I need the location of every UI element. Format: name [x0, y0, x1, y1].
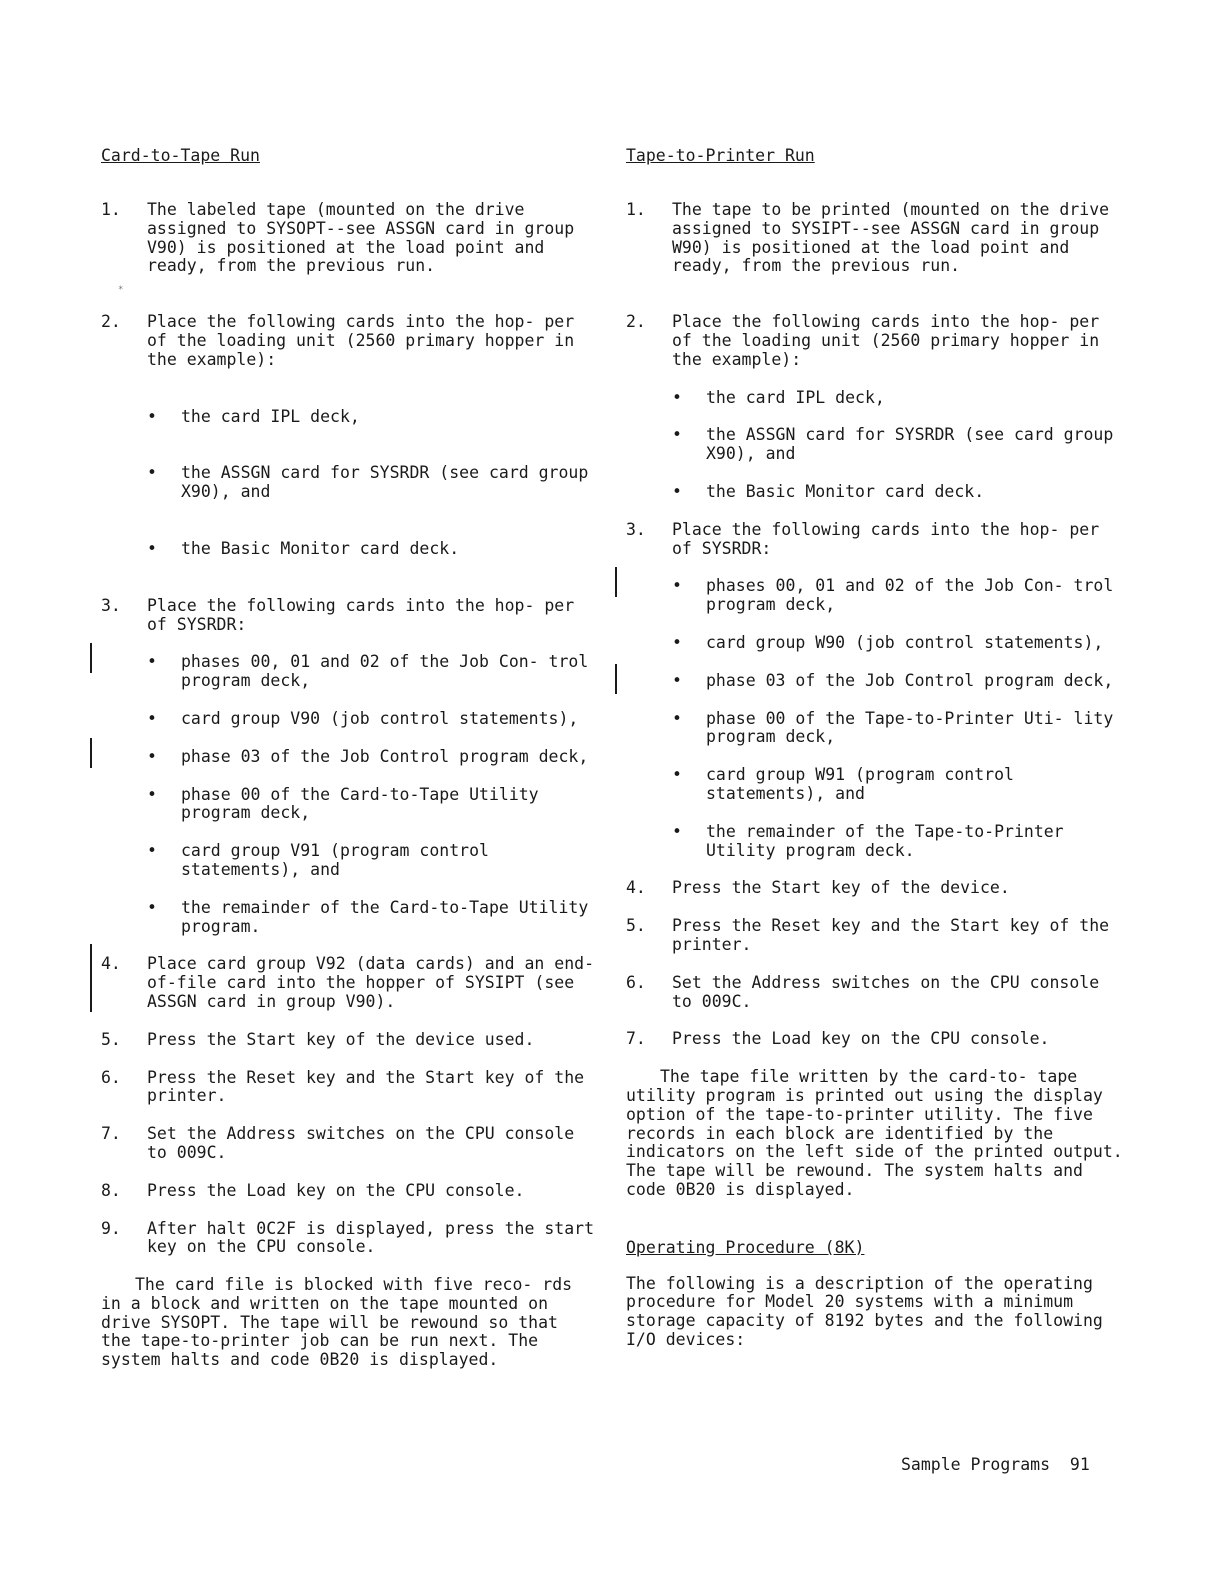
list-item: • phases 00, 01 and 02 of the Job Con- trol program deck,	[147, 653, 597, 691]
list-item: • the card IPL deck,	[147, 406, 360, 426]
list-item: • card group W91 (program control statements), and	[672, 765, 1014, 803]
bullet-icon: •	[672, 576, 682, 596]
list-item: • the card IPL deck,	[672, 387, 885, 407]
bullet-icon: •	[147, 406, 157, 426]
step-text: Place the following cards into the hop- per of SYSRDR:	[147, 595, 575, 634]
bullet-icon: •	[147, 652, 157, 672]
step-number: 6.	[626, 972, 646, 992]
bullet-icon: •	[672, 425, 682, 445]
left-step-3	[101, 597, 597, 635]
bullet-icon: •	[147, 708, 157, 728]
step-number: 5.	[101, 1029, 121, 1049]
bullet-icon: •	[672, 387, 682, 407]
bullet-icon: •	[147, 463, 157, 483]
step-number: 6.	[101, 1067, 121, 1087]
step-text: Press the Reset key and the Start key of the printer.	[672, 916, 1110, 954]
step-number: 9.	[101, 1218, 121, 1238]
page-number: 91	[1069, 1455, 1090, 1474]
right-column	[626, 146, 1124, 1350]
bullet-icon: •	[672, 708, 682, 728]
step-number: 4.	[626, 878, 646, 898]
step-number: 3.	[101, 595, 121, 615]
left-step-2-bullets	[101, 408, 597, 559]
bullet-icon: •	[672, 481, 682, 501]
left-heading: Card-to-Tape Run	[101, 146, 260, 165]
step-text: Place card group V92 (data cards) and an end-of-file card into the hopper of SYSIPT (see ASSGN card in group V90).	[147, 954, 595, 1011]
right-step-6	[626, 974, 1124, 1012]
list-item: • phase 03 of the Job Control program deck,	[147, 748, 597, 767]
bullet-icon: •	[147, 784, 157, 804]
step-text: Set the Address switches on the CPU console to 009C.	[147, 1124, 575, 1162]
bullet-icon: •	[147, 897, 157, 917]
step-number: 2.	[101, 312, 121, 332]
step-number: 2.	[626, 312, 646, 332]
right-step-4	[626, 879, 1124, 898]
list-item: • phases 00, 01 and 02 of the Job Con- trol program deck,	[672, 577, 1124, 615]
right-heading: Tape-to-Printer Run	[626, 146, 815, 165]
left-step-3-bullets	[101, 653, 597, 936]
list-item: • phase 03 of the Job Control program deck,	[672, 672, 1124, 691]
revision-bar	[615, 567, 617, 597]
list-item: • card group V90 (job control statements),	[147, 708, 579, 728]
step-text: Set the Address switches on the CPU console to 009C.	[672, 972, 1100, 1011]
step-number: 5.	[626, 916, 646, 936]
left-step-6	[101, 1069, 597, 1107]
step-number: 7.	[626, 1029, 646, 1049]
step-text: Place the following cards into the hop- per of SYSRDR:	[672, 519, 1100, 558]
page-footer	[901, 1455, 1090, 1474]
step-number: 3.	[626, 519, 646, 539]
step-text: Place the following cards into the hop- per of the loading unit (2560 primary hopper in the example):	[147, 312, 575, 369]
operating-procedure-heading: Operating Procedure (8K)	[626, 1237, 865, 1257]
list-item: • the remainder of the Tape-to-Printer Utility program deck.	[672, 821, 1064, 860]
step-text: Press the Start key of the device.	[672, 878, 1010, 898]
footer-title: Sample Programs	[901, 1455, 1051, 1474]
right-step-3-bullets	[626, 577, 1124, 860]
step-number: 7.	[101, 1124, 121, 1144]
right-step-7	[626, 1030, 1124, 1049]
operating-procedure-text: The following is a description of the operating procedure for Model 20 systems with a minimum storage capacity of 8192 bytes and the following I/O devices:	[626, 1273, 1103, 1350]
step-number: 1.	[101, 200, 121, 219]
list-item: • the Basic Monitor card deck.	[672, 481, 985, 501]
right-step-2-bullets	[626, 389, 1124, 502]
bullet-icon: •	[672, 632, 682, 652]
step-text: Press the Load key on the CPU console.	[672, 1029, 1050, 1049]
bullet-icon: •	[147, 841, 157, 861]
right-step-1	[626, 201, 1124, 276]
left-step-5	[101, 1031, 597, 1050]
revision-bar	[615, 664, 617, 694]
step-number: 1.	[626, 200, 646, 219]
step-text: Press the Start key of the device used.	[147, 1029, 535, 1049]
step-number: 4.	[101, 954, 121, 974]
list-item: • card group V91 (program control statements), and	[147, 841, 489, 879]
step-text: Place the following cards into the hop- per of the loading unit (2560 primary hopper in the example):	[672, 312, 1100, 369]
list-item: • the Basic Monitor card deck.	[147, 538, 460, 558]
bullet-icon: •	[672, 765, 682, 785]
left-step-8	[101, 1182, 597, 1201]
left-step-7	[101, 1125, 597, 1163]
list-item: • the remainder of the Card-to-Tape Utility program.	[147, 897, 589, 936]
bullet-icon: •	[147, 746, 157, 766]
revision-bar	[90, 944, 92, 1012]
revision-bar	[90, 738, 92, 768]
list-item: • card group W90 (job control statements),	[672, 632, 1104, 652]
left-step-4	[101, 955, 597, 1011]
left-step-1	[101, 201, 597, 276]
left-column	[101, 146, 597, 1370]
step-text: Press the Load key on the CPU console.	[147, 1180, 525, 1200]
stray-mark: *	[118, 285, 124, 295]
step-text: Press the Reset key and the Start key of the printer.	[147, 1067, 585, 1106]
bullet-icon: •	[672, 821, 682, 841]
step-text: After halt 0C2F is displayed, press the start key on the CPU console.	[147, 1218, 595, 1257]
step-text: The tape to be printed (mounted on the drive assigned to SYSIPT--see ASSGN card in group W90) is positioned at the load point and ready, from the previous run.	[672, 200, 1110, 276]
right-step-3	[626, 521, 1124, 559]
list-item: • the ASSGN card for SYSRDR (see card group X90), and	[147, 463, 589, 502]
bullet-icon: •	[672, 670, 682, 690]
step-number: 8.	[101, 1180, 121, 1200]
right-step-2	[626, 313, 1124, 369]
revision-bar	[90, 643, 92, 673]
bullet-icon: •	[147, 538, 157, 558]
list-item: • the ASSGN card for SYSRDR (see card group X90), and	[672, 425, 1114, 464]
step-text: The labeled tape (mounted on the drive assigned to SYSOPT--see ASSGN card in group V90) is positioned at the load point and ready, from the previous run.	[147, 200, 575, 276]
left-closing-paragraph: The card file is blocked with five reco- rds in a block and written on the tape mounted on drive SYSOPT. The tape will be rewound so that the tape-to-printer job can be run next. The system halts and code 0B20 is displayed.	[101, 1275, 573, 1370]
left-step-9	[101, 1220, 597, 1258]
left-step-2	[101, 313, 597, 369]
list-item: • phase 00 of the Tape-to-Printer Uti- lity program deck,	[672, 708, 1114, 747]
right-step-5	[626, 917, 1124, 955]
right-closing-paragraph: The tape file written by the card-to- tape utility program is printed out using the display option of the tape-to-printer utility. The five records in each block are identified by the indicators on the left side of the printed output. The tape will be rewound. The system halts and code 0B20 is displayed.	[626, 1067, 1123, 1199]
list-item: • phase 00 of the Card-to-Tape Utility program deck,	[147, 784, 539, 823]
